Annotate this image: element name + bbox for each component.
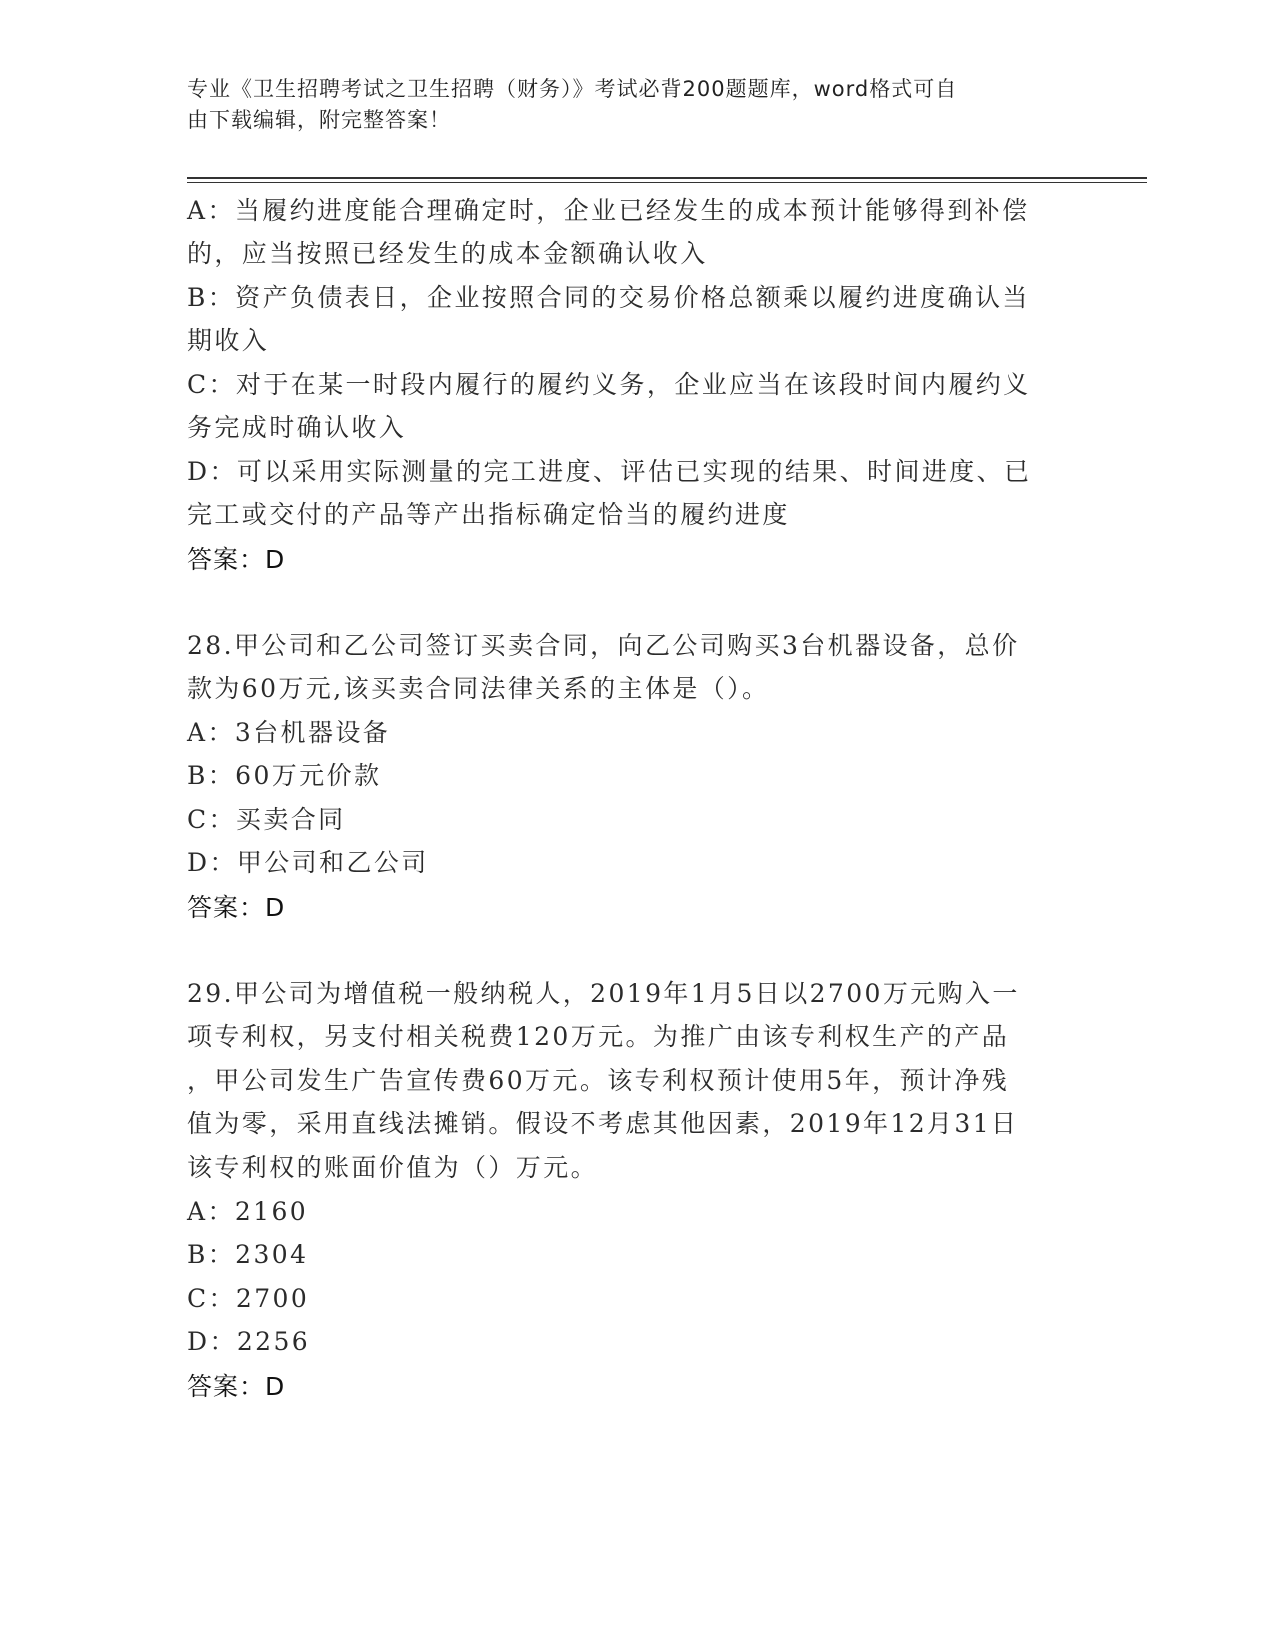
question-text: 值为零，采用直线法摊销。假设不考虑其他因素，2019年12月31日 — [187, 1109, 1019, 1138]
question-text: 28.甲公司和乙公司签订买卖合同，向乙公司购买3台机器设备，总价 — [187, 631, 1020, 660]
question-text: 款为60万元,该买卖合同法律关系的主体是（）。 — [187, 674, 770, 703]
question-text: 项专利权，另支付相关税费120万元。为推广由该专利权生产的产品 — [187, 1022, 1010, 1051]
answer-label: 答案：D — [187, 1372, 286, 1401]
option-b-text: B：60万元价款 — [187, 761, 382, 790]
question-text: 29.甲公司为增值税一般纳税人，2019年1月5日以2700万元购入一 — [187, 979, 1020, 1008]
answer-label: 答案：D — [187, 545, 286, 574]
option-a-text: A：3台机器设备 — [187, 718, 391, 747]
header-divider — [187, 182, 1147, 183]
question-text: 该专利权的账面价值为（）万元。 — [187, 1153, 599, 1182]
option-c-text: C：对于在某一时段内履行的履约义务，企业应当在该段时间内履约义 — [187, 370, 1031, 399]
option-b-text: B：2304 — [187, 1240, 309, 1269]
question-text: ，甲公司发生广告宣传费60万元。该专利权预计使用5年，预计净残 — [187, 1066, 1010, 1095]
header-divider — [187, 177, 1147, 179]
option-b-text: 期收入 — [187, 326, 270, 355]
option-a-text: A：2160 — [187, 1197, 309, 1226]
option-c-text: C：买卖合同 — [187, 805, 346, 834]
option-c-text: 务完成时确认收入 — [187, 413, 407, 442]
option-a-text: A：当履约进度能合理确定时，企业已经发生的成本预计能够得到补偿 — [187, 196, 1030, 225]
header-line: 由下载编辑，附完整答案！ — [187, 108, 451, 132]
option-b-text: B：资产负债表日，企业按照合同的交易价格总额乘以履约进度确认当 — [187, 283, 1030, 312]
document-header — [187, 74, 1067, 136]
option-c-text: C：2700 — [187, 1284, 310, 1313]
answer-label: 答案：D — [187, 893, 286, 922]
option-d-text: 完工或交付的产品等产出指标确定恰当的履约进度 — [187, 500, 790, 529]
header-line: 专业《卫生招聘考试之卫生招聘（财务）》考试必背200题题库，word格式可自 — [187, 77, 958, 101]
option-d-text: D：可以采用实际测量的完工进度、评估已实现的结果、时间进度、已 — [187, 457, 1032, 486]
option-d-text: D：甲公司和乙公司 — [187, 848, 429, 877]
option-a-text: 的，应当按照已经发生的成本金额确认收入 — [187, 239, 708, 268]
option-d-text: D：2256 — [187, 1327, 311, 1356]
